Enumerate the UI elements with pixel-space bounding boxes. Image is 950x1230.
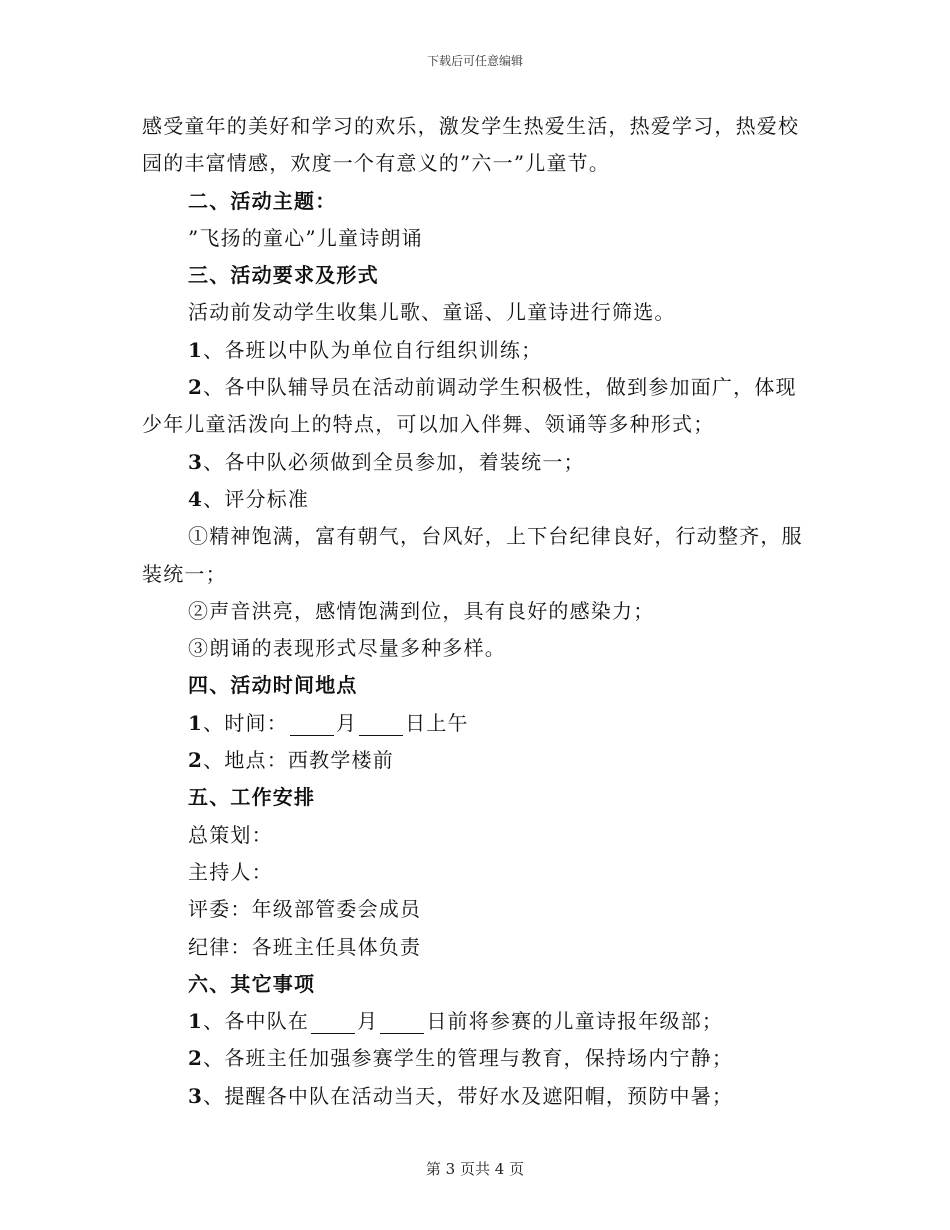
day-blank	[380, 1013, 424, 1034]
arrangement-line: 纪律：各班主任具体负责	[188, 934, 422, 959]
other-item	[142, 1078, 817, 1115]
requirement-item	[142, 444, 817, 481]
criteria-item: ①精神饱满，富有朝气，台风好，上下台纪律良好，行动整齐，服装统一；	[142, 524, 803, 586]
section-5-title: 五、工作安排	[188, 785, 316, 810]
requirement-item	[142, 332, 817, 369]
criteria-item: ③朗诵的表现形式尽量多种多样。	[188, 636, 506, 661]
document-body	[142, 108, 817, 1115]
day-blank	[359, 715, 403, 736]
place-text: 、地点：西教学楼前	[203, 748, 394, 773]
item-text: 、各中队必须做到全员参加，着装统一；	[203, 449, 585, 474]
section-4-title: 四、活动时间地点	[188, 673, 358, 698]
item-number: 3	[188, 1083, 204, 1108]
other-item	[142, 1003, 817, 1040]
arrangement-line: 主持人：	[188, 859, 273, 884]
item-number: 3	[188, 449, 204, 474]
section-3-title: 三、活动要求及形式	[188, 263, 379, 288]
item-text: 、各中队辅导员在活动前调动学生积极性，做到参加面广，体现少年儿童活泼向上的特点，可以加入伴舞、领诵等多种形式；	[142, 375, 797, 437]
section-2-title: 二、活动主题：	[188, 188, 337, 213]
month-label: 月	[357, 1009, 379, 1034]
item-text: 、提醒各中队在活动当天，带好水及遮阳帽，预防中暑；	[203, 1083, 734, 1108]
item-text-pre: 、各中队在	[203, 1009, 310, 1034]
page-header: 下载后可任意编辑	[426, 54, 523, 68]
item-text: 、各班主任加强参赛学生的管理与教育，保持场内宁静；	[203, 1046, 734, 1071]
arrangement-line: 总策划：	[188, 822, 273, 847]
time-line	[142, 705, 817, 742]
page-footer: 第 3 页共 4 页	[425, 1160, 525, 1178]
section-3-intro: 活动前发动学生收集儿歌、童谣、儿童诗进行筛选。	[188, 300, 676, 325]
requirement-item	[142, 369, 817, 444]
activity-theme: ”飞扬的童心”儿童诗朗诵	[188, 225, 423, 250]
item-number: 2	[188, 375, 204, 400]
time-label: 、时间：	[203, 710, 288, 735]
month-blank	[290, 715, 334, 736]
item-number: 2	[188, 1046, 204, 1071]
arrangement-line: 评委：年级部管委会成员	[188, 897, 422, 922]
day-label: 日上午	[405, 710, 469, 735]
other-item	[142, 1040, 817, 1077]
requirement-item	[142, 481, 817, 518]
item-number: 4	[188, 486, 204, 511]
place-line	[142, 742, 817, 779]
criteria-item: ②声音洪亮，感情饱满到位，具有良好的感染力；	[188, 598, 655, 623]
item-number: 1	[188, 710, 204, 735]
item-text-post: 日前将参赛的儿童诗报年级部；	[426, 1009, 724, 1034]
intro-paragraph: 感受童年的美好和学习的欢乐，激发学生热爱生活，热爱学习，热爱校园的丰富情感，欢度一个有意义的”六一”儿童节。	[142, 114, 800, 176]
item-number: 2	[188, 748, 204, 773]
section-6-title: 六、其它事项	[188, 971, 316, 996]
item-number: 1	[188, 1009, 204, 1034]
item-text: 、各班以中队为单位自行组织训练；	[203, 337, 543, 362]
month-label: 月	[335, 710, 358, 735]
item-text: 、评分标准	[203, 486, 310, 511]
item-number: 1	[188, 337, 204, 362]
month-blank	[311, 1013, 355, 1034]
